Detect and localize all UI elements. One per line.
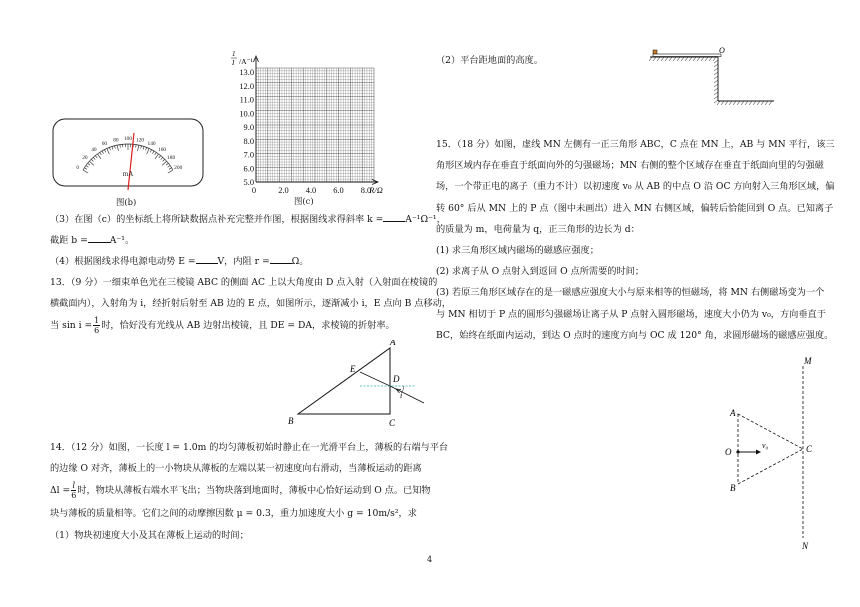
q13-block: [50, 272, 451, 338]
platform-figure: [646, 44, 776, 108]
q13-line1: 13．（9 分）一细束单色光在三棱镜 ABC 的侧面 AC 上以大角度由 D 点入射（入射面在棱镜的: [50, 277, 438, 288]
fig-c-caption: 图(c): [294, 196, 314, 206]
dial-label: 100: [123, 136, 133, 142]
dial-label: 0: [76, 165, 80, 171]
platform-label-O: O: [719, 46, 725, 55]
dial-label: 160: [158, 147, 167, 154]
graph-paper: [228, 50, 388, 210]
prism-label-E: E: [350, 364, 356, 374]
fraction-1-6: $\frac{1}{6}$: [94, 316, 100, 336]
q14-block: 14．（12 分）如图，一长度 l = 1.0m 的均匀薄板初始时静止在一光滑平台上，薄板的右端与平台 的边缘 O 对齐，薄板上的一小物块从薄板的左端以某一初速度向右滑动，当薄板运动的距离 Δl = $\frac{l}{6}$ 时，物块从薄板右端水平飞出；当物块落到地面时，薄板中心恰好运动到 O 点。已知物 块与薄板的质量相等。它们之间的动摩擦因数 μ = 0.3，重力加速度大小 g = 10m/s²，求 （1）物块初速度大小及其在薄板上运动的时间；: [50, 442, 449, 541]
ammeter-figure: [52, 118, 204, 198]
label-M: M: [804, 356, 812, 366]
prism-figure: [284, 340, 434, 430]
dial-label: 80: [113, 137, 119, 144]
ammeter-dial: [52, 118, 204, 198]
label-v0: v₀: [762, 441, 769, 450]
dial-label: 200: [174, 165, 183, 171]
label-B: B: [730, 483, 736, 493]
y-tick-label: 7.0: [243, 150, 254, 160]
q15-block: 15．（18 分）如图，虚线 MN 左侧有一正三角形 ABC，C 点在 MN 上，AB 与 MN 平行，该三 角形区域内存在垂直于纸面向外的匀强磁场；MN 右侧的整个区域存在垂直于纸面向里的匀强磁 场，一个带正电的离子（重力不计）以初速度 v₀ 从 AB 的中点 O 沿 OC 方向射入三角形区域，偏 转 60° 后从 MN 上的 P 点（图中未画出）进入 MN 右侧区域，偏转后恰能回到 O 点。已知离子 的质量为 m，电荷量为 q，正三角形的边长为 d： (1) 求三角形区域内磁场的磁感应强度； (2) 求离子从 O 点射入到返回 O 点所需要的时间； (3) 若原三角形区域存在的是一磁感应强度大小与原来相等的恒磁场，将 MN 右侧磁场变为一个 与 MN 相切于 P 点的圆形匀强磁场让离子从 P 点射入圆形磁场，速度大小仍为 v₀，方向垂直于 BC，始终在纸面内运动，到达 O 点时的速度方向与 OC 成 120° 角，求圆形磁场的磁感应强度。: [436, 139, 835, 341]
y-tick-label: 6.0: [243, 164, 254, 174]
label-O: O: [725, 447, 732, 457]
triangle-ABC: [738, 414, 803, 484]
block: [653, 50, 657, 54]
x-axis-label: R/Ω: [369, 186, 383, 195]
dial-unit: mA: [122, 170, 134, 178]
label-N: N: [802, 541, 809, 550]
page-number: 4: [427, 555, 433, 564]
q14-part2: （2）平台距地面的高度。: [436, 55, 543, 66]
y-tick-label: 9.0: [243, 123, 254, 132]
x-tick-label: 6.0: [333, 186, 344, 195]
prism-label-C: C: [389, 418, 396, 428]
svg-text:I: I: [232, 59, 235, 67]
blank-b: [88, 233, 110, 243]
dial-label: 140: [147, 141, 156, 148]
field-figure: [722, 354, 822, 550]
fraction-l-6: $\frac{l}{6}$: [71, 481, 77, 501]
dial-label: 60: [101, 141, 108, 148]
prism-label-D: D: [393, 374, 400, 384]
dial-label: 40: [91, 147, 97, 154]
blank-E: [196, 254, 218, 264]
label-A: A: [730, 408, 736, 418]
graph-figure: [228, 50, 388, 210]
q12-block: （3）在图（c）的坐标纸上将所缺数据点补充完整并作图，根据图线求得斜率 k = A⁻¹Ω⁻¹， 截距 b = A⁻¹。 （4）根据图线求得电源电动势 E = V，内阻 r = Ω。: [50, 214, 446, 268]
x-tick-label: 2.0: [278, 186, 289, 195]
y-tick-label: 13.0: [239, 68, 254, 77]
dial-label: 120: [136, 137, 145, 144]
prism-label-A: A: [390, 340, 396, 347]
q13-line2: 横截面内），入射角为 i，经折射后射至 AB 边的 E 点，如图所示，逐渐减小 i，E 点向 B 点移动，: [50, 298, 452, 310]
board: [653, 54, 721, 57]
y-tick-label: 8.0: [243, 136, 254, 146]
svg-text:/A⁻¹: /A⁻¹: [239, 57, 253, 66]
x-tick-label: 8.0: [360, 186, 372, 195]
y-tick-label: 5.0: [243, 178, 254, 187]
label-C: C: [806, 444, 813, 454]
x-tick-label: 4.0: [305, 186, 317, 195]
y-tick-label: 11.0: [239, 95, 254, 105]
y-tick-label: 10.0: [239, 109, 254, 119]
blank-k: [383, 212, 405, 222]
blank-r: [270, 254, 292, 264]
prism-triangle: [298, 348, 390, 414]
dial-label: 20: [82, 155, 88, 162]
fig-b-caption: 图(b): [116, 197, 137, 207]
dial-label: 180: [167, 155, 176, 162]
q13-line3: 当 sin i = $\frac{1}{6}$ 时，恰好没有光线从 AB 边射出棱镜，且 DE = DA，求棱镜的折射率。: [50, 316, 395, 336]
prism-label-i: i: [400, 391, 403, 400]
x-tick-label: 0: [251, 186, 257, 195]
prism-label-B: B: [288, 416, 294, 426]
y-axis-label: 1: [232, 50, 236, 58]
y-tick-label: 12.0: [239, 81, 254, 91]
